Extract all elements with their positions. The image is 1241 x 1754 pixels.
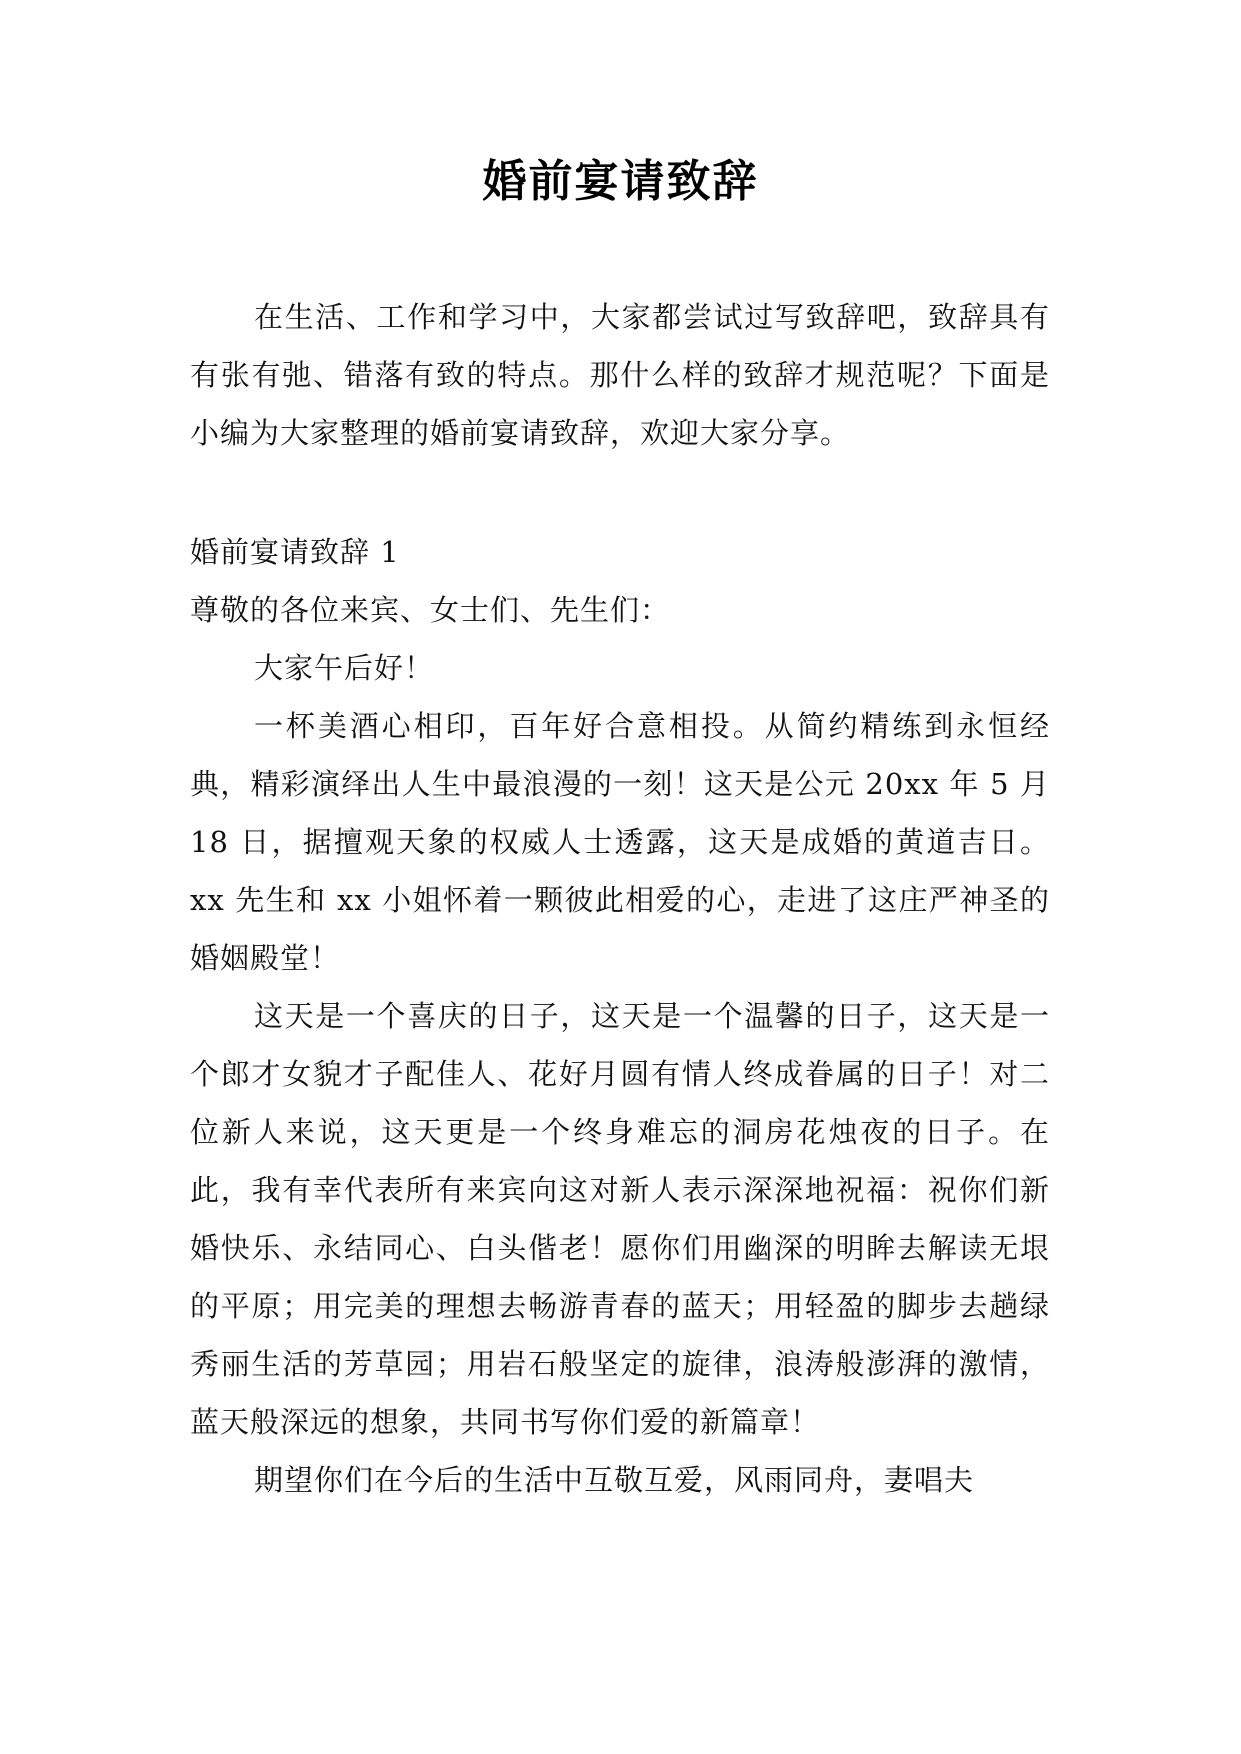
body-paragraph-3: 期望你们在今后的生活中互敬互爱，风雨同舟，妻唱夫 [254,1463,975,1497]
intro-block [190,288,1050,462]
section-heading: 婚前宴请致辞 1 [190,535,400,569]
intro-paragraph: 在生活、工作和学习中，大家都尝试过写致辞吧，致辞具有有张有弛、错落有致的特点。那什么样的致辞才规范呢？下面是小编为大家整理的婚前宴请致辞，欢迎大家分享。 [190,300,1050,450]
greeting: 大家午后好！ [254,651,435,685]
body-paragraph-1: 一杯美酒心相印，百年好合意相投。从简约精练到永恒经典，精彩演绎出人生中最浪漫的一刻！这天是公元 20xx 年 5 月 18 日，据擅观天象的权威人士透露，这天是成婚的黄道吉日。xx 先生和 xx 小姐怀着一颗彼此相爱的心，走进了这庄严神圣的婚姻殿堂！ [190,709,1050,975]
salutation: 尊敬的各位来宾、女士们、先生们： [190,593,671,627]
speech-body [190,523,1050,1509]
body-paragraph-2: 这天是一个喜庆的日子，这天是一个温馨的日子，这天是一个郎才女貌才子配佳人、花好月圆有情人终成眷属的日子！对二位新人来说，这天更是一个终身难忘的洞房花烛夜的日子。在此，我有幸代表所有来宾向这对新人表示深深地祝福：祝你们新婚快乐、永结同心、白头偕老！愿你们用幽深的明眸去解读无垠的平原；用完美的理想去畅游青春的蓝天；用轻盈的脚步去趟绿秀丽生活的芳草园；用岩石般坚定的旋律，浪涛般澎湃的激情，蓝天般深远的想象，共同书写你们爱的新篇章！ [190,999,1050,1439]
document-title: 婚前宴请致辞 [482,156,759,207]
